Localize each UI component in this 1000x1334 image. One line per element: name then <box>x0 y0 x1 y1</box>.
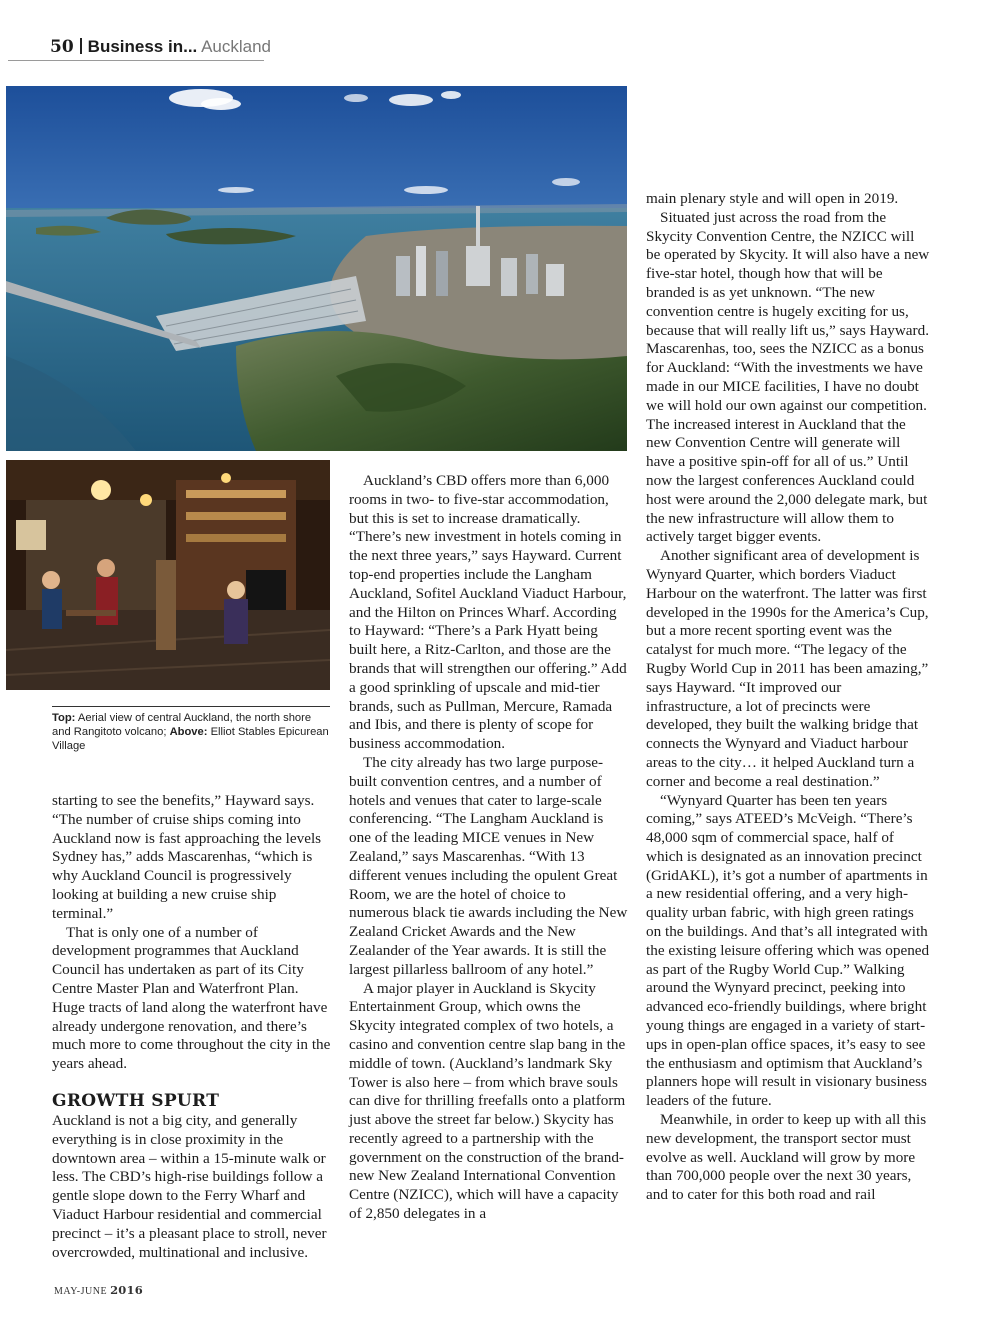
header-city: Auckland <box>201 37 271 56</box>
paragraph: Auckland’s CBD offers more than 6,000 rooms in two- to five-star accommodation, but this is set to increase dramatically. “There’s new investment in hotels coming in the next three years,” says Hayward. Current top-end properties include the Langham Auckland, Sofitel Auckland Viaduct Harbour, and the Hilton on Princes Wharf. According to Hayward: “There’s a Park Hyatt being built here, a Ritz-Carlton, and those are the brands that will strengthen our offering.” Add a good sprinkling of upscale and mid-tier brands, such as Pullman, Mercure, Ramada and Ibis, and there is plenty of scope for business accommodation. <box>349 472 627 753</box>
caption-top-text: Aerial view of central Auckland, the north shore and Rangitoto volcano; <box>52 712 312 738</box>
aerial-photo-illustration <box>6 86 627 451</box>
caption-above-label: Above: <box>169 725 208 738</box>
village-photo-illustration <box>6 460 330 690</box>
photo-caption <box>52 712 332 753</box>
caption-above-text: Elliot Stables Epicurean Village <box>52 725 329 752</box>
running-header <box>50 36 271 58</box>
paragraph: Auckland is not a big city, and generally everything is in close proximity in the downtown area – within a 15-minute walk or less. The CBD’s high-rise buildings follow a gentle slope down to the Ferry Wharf and Viaduct Harbour residential and commercial precinct – it’s a pleasant place to stroll, never overcrowded, multinational and inclusive. <box>52 1111 327 1261</box>
footer-issue: MAY-JUNE <box>54 1286 108 1297</box>
paragraph: Meanwhile, in order to keep up with all this new development, the transport sector must evolve as well. Auckland will grow by more than 700,000 people over the next 30 years, and to cater for this both road and rail <box>646 1111 927 1204</box>
header-rule <box>8 60 264 61</box>
paragraph: starting to see the benefits,” Hayward says. “The number of cruise ships coming into Auckland now is fast approaching the levels Sydney has,” adds Mascarenhas, “which is why Auckland Council is progressively looking at building a new cruise ship terminal.” <box>52 792 322 922</box>
paragraph: The city already has two large purpose-built convention centres, and a number of hotels and venues that cater to large-scale conferencing. “The Langham Auckland is one of the leading MICE venues in New Zealand,” says Mascarenhas. “With 13 different venues including the opulent Great Room, we are the hotel of choice to numerous black tie awards including the New Zealand Cricket Awards and the New Zealander of the Year awards. It is still the largest pillarless ballroom of any hotel.” <box>349 753 628 978</box>
header-section: Business in... <box>87 37 198 56</box>
header-divider <box>80 38 82 54</box>
column-left <box>52 792 334 1262</box>
column-right <box>646 190 930 1205</box>
village-photo <box>6 460 330 690</box>
page-number: 50 <box>50 37 74 57</box>
column-middle <box>349 472 629 1224</box>
caption-top-label: Top: <box>52 712 76 724</box>
paragraph: “Wynyard Quarter has been ten years coming,” says ATEED’s McVeigh. “There’s 48,000 sqm of commercial space, half of which is designated as an innovation precinct (GridAKL), it’s got a number of apartments in a new residential offering, and a very high-quality urban fabric, with high green ratings on the buildings. And that’s all integrated with the existing leisure offering which was opened as part of the Rugby World Cup.” Walking around the Wynyard precinct, peeking into advanced eco-friendly buildings, where bright young things are engaged in a variety of start-ups in open-plan office spaces, it’s easy to see the enthusiasm and optimism that Auckland’s planners hope will result in visionary business leaders of the future. <box>646 791 930 1110</box>
caption-rule <box>52 706 330 707</box>
aerial-photo <box>6 86 627 451</box>
page-footer <box>54 1283 143 1297</box>
subheading-growth-spurt: GROWTH SPURT <box>52 1090 220 1111</box>
paragraph: Another significant area of development is Wynyard Quarter, which borders Viaduct Harbour on the waterfront. The latter was first developed in the 1990s for the America’s Cup, but a more recent sporting event was the catalyst for much more. “The legacy of the Rugby World Cup in 2011 has been amazing,” says Hayward. “It improved our infrastructure, a lot of precincts were developed, they built the walking bridge that connects the Wynyard and Viaduct harbour areas to the city… it helped Auckland turn a corner and become a real destination.” <box>646 547 929 790</box>
paragraph: That is only one of a number of development programmes that Auckland Council has undertaken as part of its City Centre Master Plan and Waterfront Plan. Huge tracts of land along the waterfront have already undergone renovation, and there’s much more to come throughout the city in the years ahead. <box>52 923 331 1073</box>
footer-year: 2016 <box>110 1283 143 1297</box>
paragraph: Situated just across the road from the Skycity Convention Centre, the NZICC will be operated by Skycity. It will also have a new five-star hotel, though how that will be branded is as yet unknown. “The new convention centre is hugely exciting for us, because that will really lift us,” says Hayward. Mascarenhas, too, sees the NZICC as a bonus for Auckland: “With the investments we have made in our MICE facilities, I have no doubt we will hold our own against our competition. The increased interest in Auckland that the new Convention Centre will generate will have a positive spin-off for all of us.” Until now the largest conferences Auckland could host were around the 2,000 delegate mark, but the new infrastructure will allow them to actively target bigger events. <box>646 208 930 546</box>
paragraph: main plenary style and will open in 2019. <box>646 190 899 207</box>
paragraph: A major player in Auckland is Skycity Entertainment Group, which owns the Skycity integrated complex of two hotels, a casino and convention centre slap bang in the middle of town. (Auckland’s landmark Sky Tower is also here – from which brave souls can dive for thrilling freefalls onto a platform just above the street far below.) Skycity has recently agreed to a partnership with the government on the construction of the brand-new New Zealand International Convention Centre (NZICC), which will have a capacity of 2,850 delegates in a <box>349 979 626 1223</box>
